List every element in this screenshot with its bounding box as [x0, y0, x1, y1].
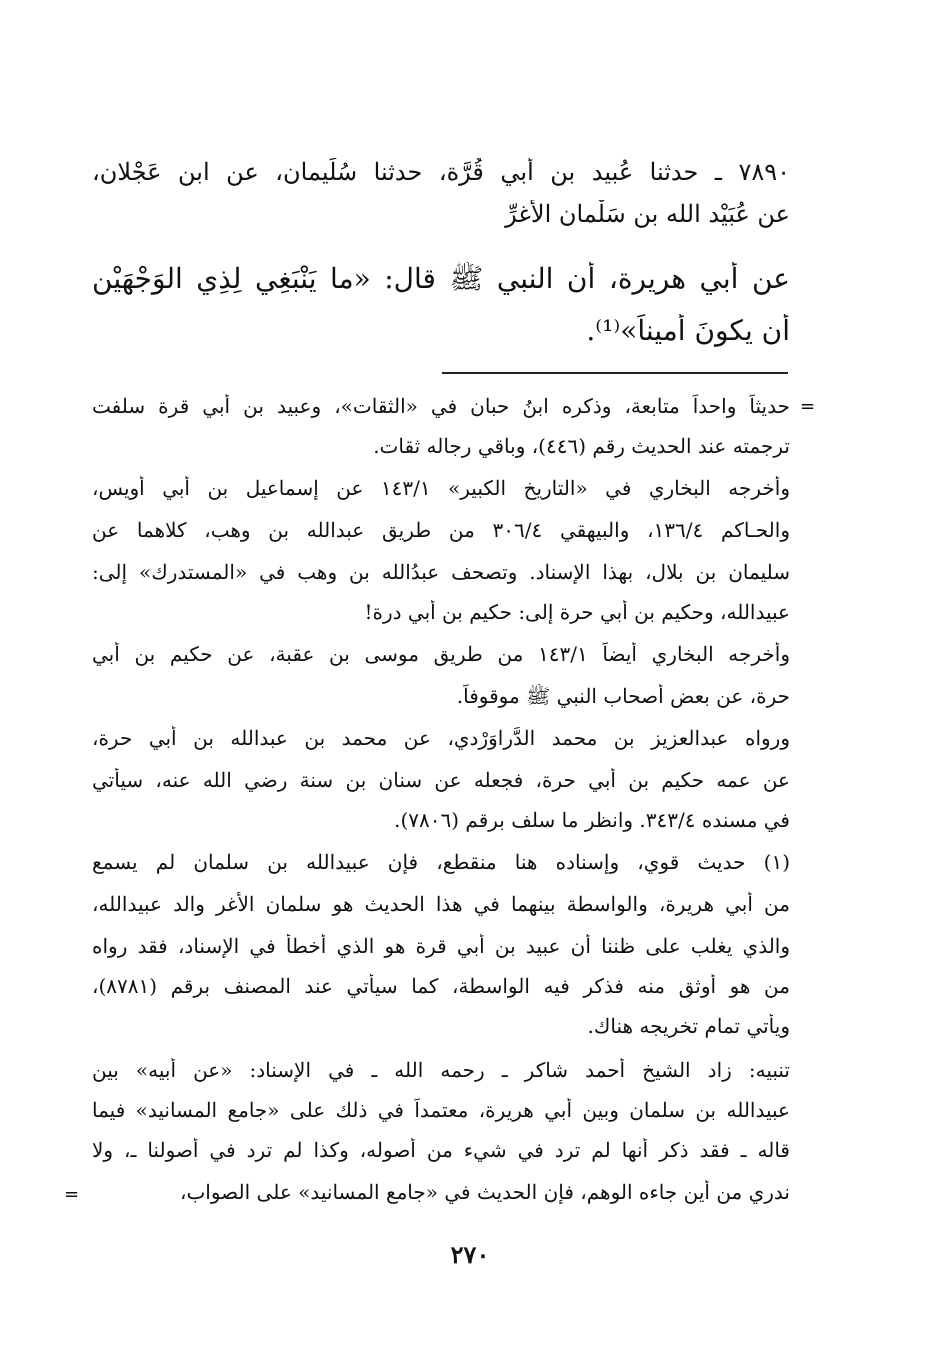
footnote-line: حديثاً واحداً متابعة، وذكره ابنُ حبان في «الثقات»، وعبيد بن أبي قرة سلفت [92, 394, 790, 418]
footnote-line: والحـاكم ١٣٦/٤، والبيهقي ٣٠٦/٤ من طريق عبدالله بن وهب، كلاهما عن [92, 518, 790, 542]
footnote-line: عن عمه حكيم بن أبي حرة، فجعله عن سنان بن سنة رضي الله عنه، سيأتي [92, 768, 790, 792]
footnote-line: وأخرجه البخاري في «التاريخ الكبير» ١٤٣/١ عن إسماعيل بن أبي أويس، [92, 476, 790, 500]
footnote-line: ترجمته عند الحديث رقم (٤٤٦)، وباقي رجاله ثقات. [373, 434, 790, 458]
hadith-chain-line-2: عن عُبَيْد الله بن سَلْمان الأَغرِّ [505, 200, 790, 228]
footnote-line: ندري من أين جاءه الوهم، فإن الحديث في «جامع المسانيد» على الصواب، [180, 1180, 790, 1204]
footnote-separator [442, 372, 788, 374]
continuation-marker-bottom: = [64, 1184, 80, 1205]
footnote-line: ويأتي تمام تخريجه هناك. [587, 1014, 790, 1038]
footnote-line: من هو أوثق منه فذكر فيه الواسطة، كما سيأتي عند المصنف برقم (٨٧٨١)، [92, 974, 790, 998]
footnote-line: سليمان بن بلال، بهذا الإسناد. وتصحف عبدُالله بن وهب في «المستدرك» إلى: [92, 560, 790, 584]
hadith-text-line-2: أَن يكونَ أَميناً»⁽¹⁾. [586, 314, 790, 347]
hadith-chain-line-1: ٧٨٩٠ ـ حدثنا عُبيد بن أَبي قُرَّة، حدثنا سُلَيمان، عن ابن عَجْلان، [92, 158, 790, 186]
footnote-line: من أبي هريرة، والواسطة بينهما في هذا الحديث هو سلمان الأغر والد عبيدالله، [92, 892, 790, 916]
footnote-line: قاله ـ فقد ذكر أنها لم ترد في شيء من أصوله، وكذا لم ترد في أصولنا ـ، ولا [92, 1138, 790, 1162]
footnote-line: حرة، عن بعض أصحاب النبي ﷺ موقوفاً. [456, 684, 790, 708]
page-number: ٢٧٠ [450, 1240, 490, 1269]
footnote-line: (١) حديث قوي، وإسناده هنا منقطع، فإن عبيدالله بن سلمان لم يسمع [92, 850, 790, 874]
footnote-line: والذي يغلب على ظننا أن عبيد بن أبي قرة هو الذي أخطأ في الإسناد، فقد رواه [92, 934, 790, 958]
hadith-text-line-1: عن أَبي هريرة، أَن النبي ﷺ قال: «ما يَنْبَغِي لِذِي الوَجْهَيْن [92, 262, 790, 295]
footnote-line: عبيدالله، وحكيم بن أبي حرة إلى: حكيم بن أبي درة! [364, 600, 790, 624]
footnote-line: في مسنده ٣٤٣/٤. وانظر ما سلف برقم (٧٨٠٦). [394, 808, 790, 832]
footnote-line: عبيدالله بن سلمان وبين أبي هريرة، معتمداً في ذلك على «جامع المسانيد» فيما [92, 1098, 790, 1122]
footnote-line: ورواه عبدالعزيز بن محمد الدَّراوَرْدي، عن محمد بن عبدالله بن أبي حرة، [92, 726, 790, 750]
footnote-line: وأخرجه البخاري أيضاً ١٤٣/١ من طريق موسى بن عقبة، عن حكيم بن أبي [92, 642, 790, 666]
continuation-marker-top: = [800, 396, 816, 417]
footnote-line: تنبيه: زاد الشيخ أحمد شاكر ـ رحمه الله ـ في الإسناد: «عن أبيه» بين [92, 1058, 790, 1082]
